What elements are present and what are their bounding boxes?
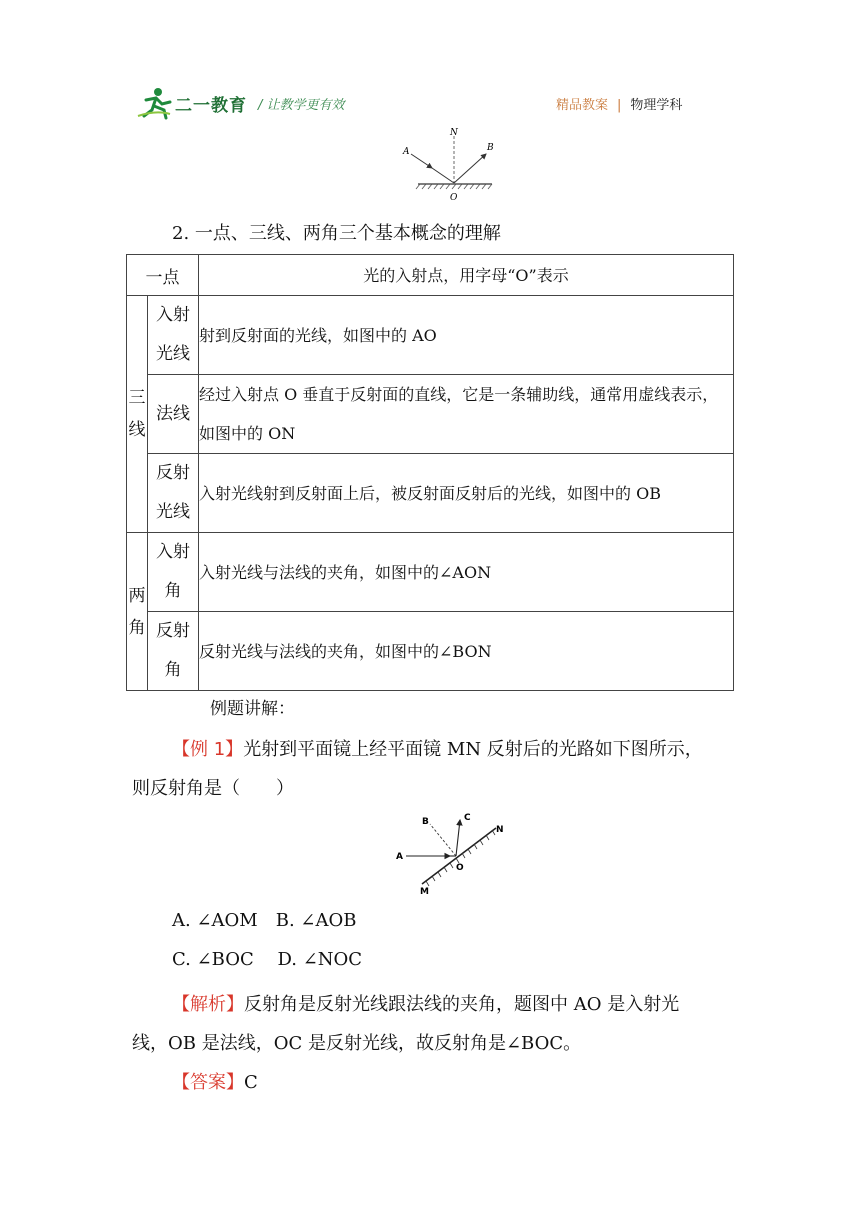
label-o: O: [450, 193, 458, 203]
line-name: 入射光线: [148, 296, 199, 375]
options-line-1: A. ∠AOM B. ∠AOB: [172, 910, 357, 931]
point-desc: 光的入射点，用字母“O”表示: [199, 255, 734, 296]
angle-desc: 反射光线与法线的夹角，如图中的∠BON: [199, 612, 734, 691]
angle-name: 入射角: [148, 533, 199, 612]
label-b: B: [422, 817, 429, 827]
analysis-tag: 【解析】: [172, 994, 244, 1015]
angles-group-label: 两角: [127, 533, 148, 691]
point-head: 一点: [127, 255, 199, 296]
table-row: [127, 612, 734, 691]
example-section-label: 例题讲解：: [210, 699, 295, 719]
answer-tag: 【答案】: [172, 1072, 244, 1093]
logo-text: 二一教育: [175, 96, 247, 116]
normal-ob: [430, 824, 456, 856]
section-title: 2. 一点、三线、两角三个基本概念的理解: [172, 223, 501, 244]
example-tag: 【例 1】: [172, 739, 244, 760]
concepts-table: [126, 254, 734, 691]
reflected-ray: [454, 154, 486, 183]
line-name: 法线: [148, 375, 199, 454]
lines-group-label: 三线: [127, 296, 148, 533]
question-line-2: 则反射角是（ ）: [132, 778, 294, 799]
label-a: A: [403, 147, 410, 157]
label-n: N: [450, 128, 458, 138]
label-o: O: [456, 863, 464, 873]
label-a: A: [396, 852, 403, 862]
table-row: [127, 296, 734, 375]
slogan: / 让教学更有效: [258, 98, 345, 113]
analysis-line-2: 线，OB 是法线，OC 是反射光线，故反射角是∠BOC。: [132, 1033, 582, 1054]
line-name: 反射光线: [148, 454, 199, 533]
header-tags: [556, 94, 682, 113]
label-c: C: [464, 813, 471, 823]
line-desc: 射到反射面的光线，如图中的 AO: [199, 296, 734, 375]
label-b: B: [487, 143, 494, 153]
reflection-diagram: [396, 126, 516, 206]
answer: [132, 1063, 734, 1102]
table-row: [127, 255, 734, 296]
answer-value: C: [244, 1072, 258, 1093]
line-desc: 入射光线射到反射面上后，被反射面反射后的光线，如图中的 OB: [199, 454, 734, 533]
label-m: M: [420, 887, 429, 896]
line-desc: 经过入射点 O 垂直于反射面的直线，它是一条辅助线，通常用虚线表示，如图中的 ON: [199, 375, 734, 454]
tag-separator: |: [617, 98, 622, 113]
incident-ray: [411, 154, 432, 168]
label-n: N: [496, 825, 504, 835]
incident-ray-rest: [432, 168, 454, 183]
table-row: [127, 375, 734, 454]
angle-name: 反射角: [148, 612, 199, 691]
analysis-line-1: 反射角是反射光线跟法线的夹角，题图中 AO 是入射光: [244, 994, 680, 1015]
page-header: [0, 0, 860, 130]
analysis: [132, 985, 734, 1063]
example-question: [132, 730, 734, 808]
question-line-1: 光射到平面镜上经平面镜 MN 反射后的光路如下图所示，: [243, 739, 703, 760]
tag-subject: 物理学科: [630, 98, 683, 113]
options-line-2: C. ∠BOC D. ∠NOC: [172, 949, 363, 970]
angle-desc: 入射光线与法线的夹角，如图中的∠AON: [199, 533, 734, 612]
table-row: [127, 533, 734, 612]
mirror-hatching: [416, 184, 492, 189]
reflected-ray-oc: [456, 820, 460, 856]
table-row: [127, 454, 734, 533]
mirror-hatching: [426, 830, 495, 886]
mirror-mn-diagram: [392, 808, 510, 896]
tag-lesson-plan: 精品教案: [556, 98, 609, 113]
